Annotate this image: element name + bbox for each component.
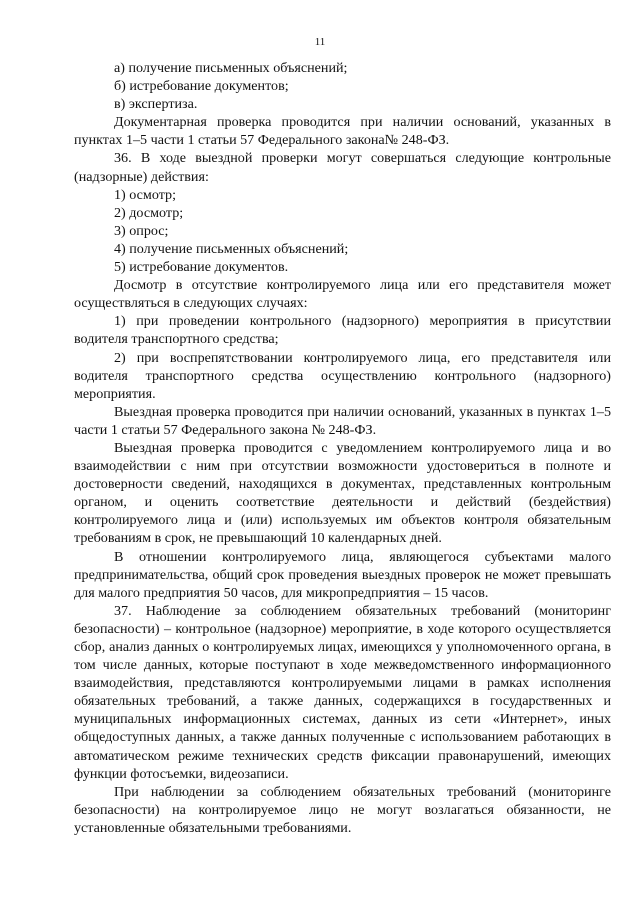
page-number: 11 [314,36,326,48]
paragraph-documentary-inspection: Документарная проверка проводится при наличии оснований, указанных в пунктах 1–5 части 1 статьи 57 Федерального закона№ 248-ФЗ. [74,114,611,149]
paragraph-inspection-absence: Досмотр в отсутствие контролируемого лица или его представителя может осуществляться в следующих случаях: [74,277,611,312]
paragraph-onsite-notice: Выездная проверка проводится с уведомлением контролируемого лица и во взаимодействии с ним при отсутствии возможности удостовериться в полноте и достоверности сведений, находящихся в документах, представленных контрольным органом, и оценить соответствие деятельности и действий (бездействия) контролируемого лица и (или) используемых им объектов контроля обязательным требованиям в срок, не превышающий 10 календарных дней. [74,439,611,547]
list-item-1: 1) осмотр; [114,186,176,203]
list-item-4: 4) получение письменных объяснений; [114,240,349,257]
paragraph-small-business: В отношении контролируемого лица, являющегося субъектами малого предпринимательства, общий срок проведения выездных проверок не может превышать для малого предприятия 50 часов, для микропредприятия – 15 часов. [74,548,611,601]
paragraph-monitoring: При наблюдении за соблюдением обязательных требований (мониторинге безопасности) на контролируемое лицо не могут возлагаться обязанности, не установленные обязательными требованиями. [74,783,611,836]
list-item-2: 2) досмотр; [114,204,184,221]
document-body [74,59,611,837]
paragraph-onsite-grounds: Выездная проверка проводится при наличии оснований, указанных в пунктах 1–5 части 1 статьи 57 Федерального закона № 248-ФЗ. [74,403,611,438]
list-item-5: 5) истребование документов. [114,259,289,276]
list-item-a: а) получение письменных объяснений; [114,60,348,76]
list-item-case-2: 2) при воспрепятствовании контролируемого лица, его представителя или водителя транспортного средства осуществлению контрольного (надзорного) мероприятия. [74,349,611,402]
list-item-case-1: 1) при проведении контрольного (надзорного) мероприятия в присутствии водителя транспортного средства; [74,313,611,348]
list-item-b: б) истребование документов; [114,78,289,95]
list-item-3: 3) опрос; [114,222,169,239]
paragraph-clause-37: 37. Наблюдение за соблюдением обязательных требований (мониторинг безопасности) – контрольное (надзорное) мероприятие, в ходе которого осуществляется сбор, анализ данных о контролируемых лицах, имеющихся у уполномоченного органа, в том числе данных, которые поступают в ходе межведомственного информационного взаимодействия, представляются контролируемыми лицами в рамках исполнения обязательных требований, а также данных, содержащихся в государственных и муниципальных информационных системах, данных из сети «Интернет», иных общедоступных данных, а также данных полученные с использованием работающих в автоматическом режиме технических средств фиксации правонарушений, имеющих функции фотосъемки, видеозаписи. [74,602,611,782]
paragraph-clause-36: 36. В ходе выездной проверки могут совершаться следующие контрольные (надзорные) действия: [74,150,611,185]
list-item-c: в) экспертиза. [114,96,198,113]
